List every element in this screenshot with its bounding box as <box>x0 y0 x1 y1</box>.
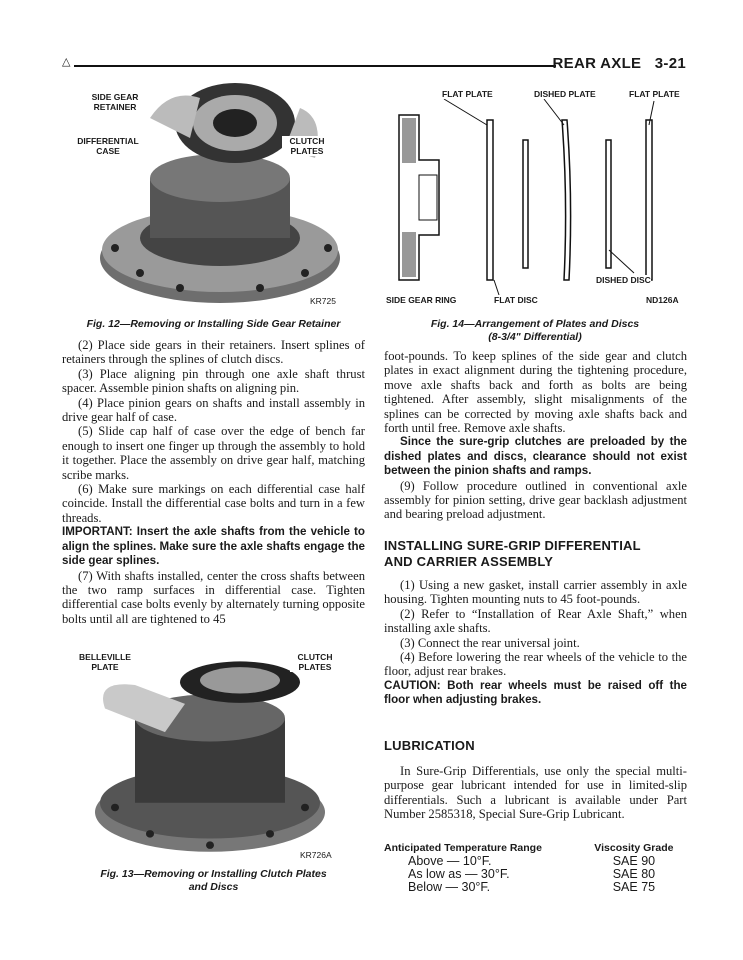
paragraph: foot-pounds. To keep splines of the side gear and clutch plates in exact alignment during the tightening procedure, move axle shafts back and forth as bolts are being tightened. After assembly, slight misalignments of the splines can be corrected by moving axle shafts back and forth until free. Remove axle shafts. <box>384 349 687 436</box>
step: (3) Connect the rear universal joint. <box>400 635 580 650</box>
installing-heading <box>384 538 641 570</box>
paragraph: In Sure-Grip Differentials, use only the special multi-purpose gear lubricant intended for use in limited-slip differentials. Such a lubricant is available under Part Number 2585318, Special Sure-Grip Lubricant. <box>384 764 687 822</box>
important-note: IMPORTANT: Insert the axle shafts from the vehicle to align the splines. Make sure the axle shafts engage the side gear splines. <box>62 525 365 568</box>
column-header: Viscosity Grade <box>594 842 674 854</box>
heading-line: INSTALLING SURE-GRIP DIFFERENTIAL <box>384 538 641 553</box>
caution-note: CAUTION: Both rear wheels must be raised off the floor when adjusting brakes. <box>384 678 687 707</box>
temperature-cell: As low as — 30°F. <box>408 867 510 881</box>
step: (1) Using a new gasket, install carrier assembly in axle housing. Tighten mounting nuts to 45 foot-pounds. <box>384 578 687 607</box>
label-flat-disc: FLAT DISC <box>494 295 538 305</box>
page-header <box>62 55 686 75</box>
paragraph: (7) With shafts installed, center the cross shafts between the two ramp surfaces in differential case. Tighten differential case bolts evenly by alternately turning opposite bolts until all are tightened to 45 <box>62 568 365 626</box>
label-clutch-plates: CLUTCH PLATES <box>290 652 340 672</box>
viscosity-cell: SAE 90 <box>612 854 656 868</box>
heading-line: AND CARRIER ASSEMBLY <box>384 554 554 569</box>
installing-steps <box>384 578 687 708</box>
fig13-photo <box>75 652 365 864</box>
paragraph: (5) Slide cap half of case over the edge of bench far enough to insert one finger up through the assembly to hold it together. Place the assembly on drive gear half, matching scribe marks. <box>62 424 365 482</box>
paragraph: (6) Make sure markings on each differential case half coincide. Install the differential case bolts and turn in a few threads. <box>62 482 365 525</box>
section-title: REAR AXLE <box>552 55 642 72</box>
caption-line: Fig. 13—Removing or Installing Clutch Plates <box>100 868 327 880</box>
caption-line: and Discs <box>188 881 239 893</box>
preload-note: Since the sure-grip clutches are preloaded by the dished plates and discs, clearance should not exist between the pinion shafts and ramps. <box>384 435 687 478</box>
fig13-caption <box>62 868 365 894</box>
viscosity-cell: SAE 80 <box>612 867 656 881</box>
header-title <box>553 55 686 72</box>
paragraph: (3) Place aligning pin through one axle shaft thrust spacer. Assemble pinion shafts on aligning pin. <box>62 366 365 396</box>
label-flat-plate: FLAT PLATE <box>629 89 680 99</box>
paragraph: (2) Place side gears in their retainers. Insert splines of retainers through the splines of clutch discs. <box>62 338 365 367</box>
fig14-diagram <box>384 85 686 310</box>
page-number: 3-21 <box>654 55 686 72</box>
label-belleville-plate: BELLEVILLE PLATE <box>75 652 135 672</box>
lubrication-heading: LUBRICATION <box>384 738 475 753</box>
label-flat-plate: FLAT PLATE <box>442 89 493 99</box>
figure-code: KR725 <box>310 296 336 306</box>
label-dished-disc: DISHED DISC <box>596 275 651 285</box>
table-row <box>384 881 684 894</box>
differential-retainer-illustration <box>70 78 362 310</box>
step: (4) Before lowering the rear wheels of the vehicle to the floor, adjust rear brakes. <box>384 650 687 679</box>
figure-code: ND126A <box>646 295 679 305</box>
label-side-gear-retainer: SIDE GEAR RETAINER <box>84 92 146 112</box>
step: (2) Refer to “Installation of Rear Axle Shaft,” when installing axle shafts. <box>384 606 687 636</box>
lubrication-text <box>384 764 687 822</box>
temperature-cell: Above — 10°F. <box>408 854 492 868</box>
left-column-text <box>62 338 365 626</box>
clutch-plates-illustration <box>75 652 365 864</box>
triangle-marker-icon: △ <box>62 55 71 68</box>
fig12-photo <box>70 78 362 310</box>
paragraph: (9) Follow procedure outlined in conventional axle assembly for pinion setting, drive gear backlash adjustment and bearing preload adjustment. <box>384 478 687 522</box>
viscosity-cell: SAE 75 <box>612 880 656 894</box>
label-clutch-plates: CLUTCH PLATES <box>282 136 332 156</box>
paragraph: (4) Place pinion gears on shafts and install assembly in drive gear half of case. <box>62 395 365 425</box>
caption-line: Fig. 14—Arrangement of Plates and Discs <box>430 318 640 330</box>
column-header: Anticipated Temperature Range <box>384 842 542 854</box>
caption-line: (8-3/4" Differential) <box>488 331 582 343</box>
temperature-cell: Below — 30°F. <box>408 880 491 894</box>
label-differential-case: DIFFERENTIAL CASE <box>72 136 144 156</box>
fig12-caption: Fig. 12—Removing or Installing Side Gear Retainer <box>86 318 341 330</box>
figure-code: KR726A <box>300 850 332 860</box>
label-dished-plate: DISHED PLATE <box>534 89 596 99</box>
label-side-gear-ring: SIDE GEAR RING <box>386 295 457 305</box>
fig14-caption <box>384 318 686 344</box>
viscosity-table <box>384 842 684 894</box>
right-column-text <box>384 349 687 522</box>
header-rule <box>74 65 556 67</box>
